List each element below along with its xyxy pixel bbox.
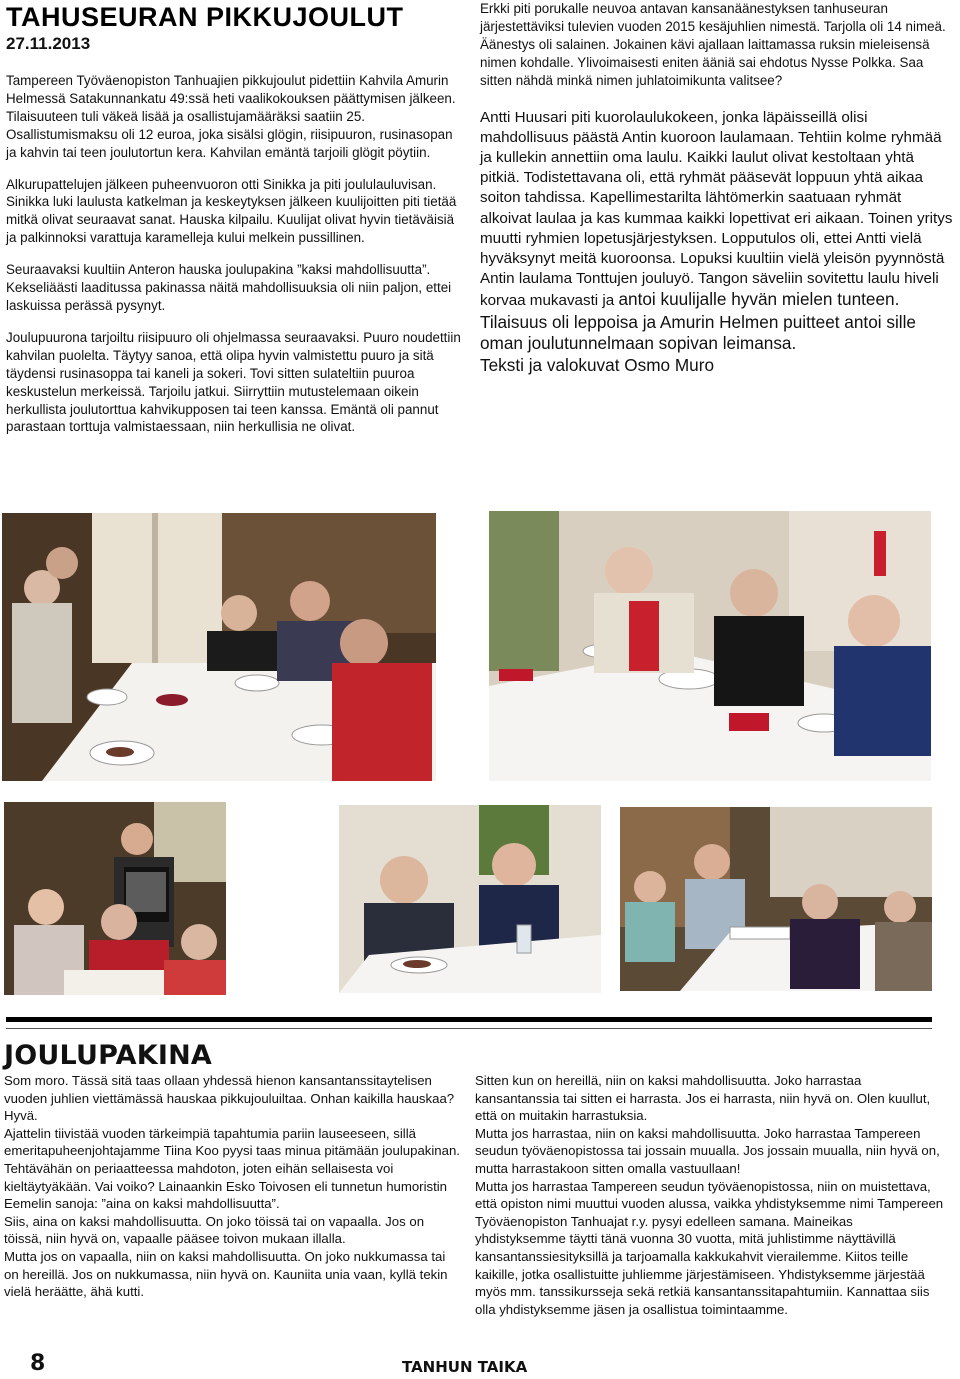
pakina-left-column: [4, 1072, 460, 1301]
page-number: 8: [30, 1351, 46, 1376]
dining-table-photo-right: [489, 511, 931, 781]
guests-at-table-photo: [620, 807, 932, 991]
dining-table-photo-left: [2, 513, 436, 781]
pakina-paragraph: Mutta jos on vapaalla, niin on kaksi mahdollisuutta. On joko nukkumassa tai on hereillä. Jos on nukkumassa, niin hyvä on. Kauniita unia vaan, kyllä tekin vielä heräätte, ähä kutti.: [4, 1248, 448, 1300]
article-date: 27.11.2013: [6, 34, 91, 53]
article-paragraph: Alkurupattelujen jälkeen puheenvuoron otti Sinikka ja piti joululauluvisan. Sinikka luki laulusta katkelman ja keskeytyksen jälkeen kuulijoitten piti tietää mitkä olivat seuraavat sanat. Hauska kilpailu. Kuulijat olivat hyvin tietäväisiä ja palkinnoksi varattuja karamelleja kului melkein pussillinen.: [6, 176, 457, 246]
pakina-paragraph: Siis, aina on kaksi mahdollisuutta. On joko töissä tai on vapaalla. Jos on töissä, niin hyvä on, vapaalle pääsee toivon mukaan illalla.: [4, 1213, 425, 1247]
pakina-paragraph: Sitten kun on hereillä, niin on kaksi mahdollisuutta. Joko harrastaa kansantanssia tai sitten ei harrasta. Jos ei harrasta, niin hyvä on. Olen kuullut, että on muitakin harrastuksia.: [475, 1073, 931, 1124]
pakina-paragraph: Mutta jos harrastaa Tampereen seudun työväenopistossa, niin on muistettava, että opiston nimi muuttui vuoden alussa, vaikka yhdistyksemme nimi Tampereen Työväenopiston Tanhuajat r.y. pysyi edelleen samana. Maineikas yhdistyksemme täytti tänä vuonna 30 vuotta, mitä juhlistimme näyttävillä kansantanssiesityksillä ja tarjoamalla kakkukahvit vierailemme. Kiitos teille kaikille, jotka osallistuitte juhliemme järjestämiseen. Yhdistyksemme järjestää myös mm. tanssikursseja sekä retkiä kansantanssitapahtumiin. Kannattaa siis olla yhdistyksemme jäsen ja osallistua toimintaamme.: [475, 1178, 944, 1317]
article-paragraph: Tilaisuus oli leppoisa ja Amurin Helmen puitteet antoi sille oman joulutunnelmaan sopivan leimansa.: [480, 311, 916, 354]
section-title: JOULUPAKINA: [4, 1040, 212, 1071]
article-paragraph: Seuraavaksi kuultiin Anteron hauska joulupakina ”kaksi mahdollisuutta”. Kekseliäästi laaditussa pakinassa näitä mahdollisuuksia oli niin paljon, ettei laskuissa perässä pysynyt.: [6, 262, 452, 313]
accordion-player-photo: [4, 802, 226, 995]
photo-credit: Teksti ja valokuvat Osmo Muro: [480, 355, 715, 376]
section-divider-thin: [6, 1028, 932, 1029]
pakina-paragraph: Mutta jos harrastaa, niin on kaksi mahdollisuutta. Joko harrastaa Tampereen seudun työväenopistossa tai jossain muualla. Jos jossain muualla, niin hyvä on, mutta harrastakoon sitten omalla vastuullaan!: [475, 1125, 940, 1176]
article-right-column: [480, 0, 956, 377]
pakina-right-column: [475, 1072, 947, 1318]
article-paragraph: [480, 108, 956, 312]
article-paragraph-end: antoi kuulijalle hyvän mielen tunteen.: [618, 289, 900, 310]
section-divider: [6, 1017, 932, 1022]
magazine-name: TANHUN TAIKA: [402, 1358, 528, 1376]
article-paragraph: Joulupuurona tarjoiltu riisipuuro oli ohjelmassa seuraavaksi. Puuro noudettiin kahvilan puolelta. Täytyy sanoa, että olipa hyvin valmistettu puuro ja sitä täydensi rusinasoppa tai kaneli ja sokeri. Tovi sitten sulateltiin puuroa keskustelun merkeissä. Tarjoilu jatkui. Siirryttiin mutustelemaan oikein herkullista joulutorttua kahvikupposen tai teen kanssa. Emäntä oli pannut parastaan torttuja valmistaessaan, niin herkullisia ne olivat.: [6, 329, 461, 435]
article-paragraph: Erkki piti porukalle neuvoa antavan kansanäänestyksen tanhuseuran järjestettäviksi tulevien vuoden 2015 kesäjuhlien nimestä. Tarjolla oli 14 nimeä. Äänestys oli salainen. Jokainen kävi ajallaan laittamassa ruksin mieleisensä nimen kohdalle. Ylivoimaisesti eniten ääniä sai ehdotus Nysse Polkka. Saa sitten nähdä minkä nimen juhlatoimikunta valitsee?: [480, 1, 946, 88]
article-paragraph: Tampereen Työväenopiston Tanhuajien pikkujoulut pidettiin Kahvila Amurin Helmessä Satakunnankatu 49:ssä heti vaalikokouksen päättymisen jälkeen. Tilaisuuteen tuli väkeä lisää ja osallistujamääräksi saatiin 25. Osallistumismaksu oli 12 euroa, joka sisälsi glögin, riisipuuron, rusinasopan ja kahvin tai teen joulutortun kera. Kahvilan emäntä tarjoili glögit pöytiin.: [6, 73, 456, 160]
pakina-paragraph: Ajattelin tiivistää vuoden tärkeimpiä tapahtumia pariin lauseeseen, sillä emeritapuheenjohtajamme Tiina Koo pyysi taas minua pitämään joulupakinan. Tehtävähän on periaatteessa mahdoton, joten eihän sellaisesta voi kieltäytyäkään. Vai voiko? Lainaankin Esko Toivosen eli tunnetun humoristin Eemelin sanoja: ”aina on kaksi mahdollisuutta”.: [4, 1125, 460, 1212]
women-eating-photo: [339, 805, 601, 993]
article-left-column: [6, 72, 464, 450]
article-paragraph-text: Antti Huusari piti kuorolaulukokeen, jonka läpäisseillä olisi mahdollisuus päästä Antin kuoroon laulamaan. Tehtiin kolme ryhmää ja kullekin annettiin oma laulu. Kaikki laulut olivat kestoltaan yhtä pitkiä. Todistettavana oli, että ryhmät pääsevät loppuun yhtä aikaa soiton tahdissa. Kapellimestarilta lähtömerkin saatuaan ryhmät alkoivat laulaa ja kas kummaa kaikki lopettivat eri aikaan. Toinen yritys muutti ryhmien lopetusjärjestyksen. Lopputulos oli, ettei Antti vielä hyväksynyt meitä kuoroonsa. Lopuksi kuultiin vielä yleisön pyynnöstä Antin laulama Tonttujen jouluyö. Tangon säveliin sovitettu laulu hiveli korvaa mukavasti ja: [480, 108, 953, 310]
page-title: TAHUSEURAN PIKKUJOULUT: [6, 2, 404, 32]
pakina-paragraph: Som moro. Tässä sitä taas ollaan yhdessä hienon kansantanssitaytelisen vuoden juhlien viettämässä hauskaa pikkujouluiltaa. Onhan kaikilla hauskaa? Hyvä.: [4, 1073, 455, 1124]
